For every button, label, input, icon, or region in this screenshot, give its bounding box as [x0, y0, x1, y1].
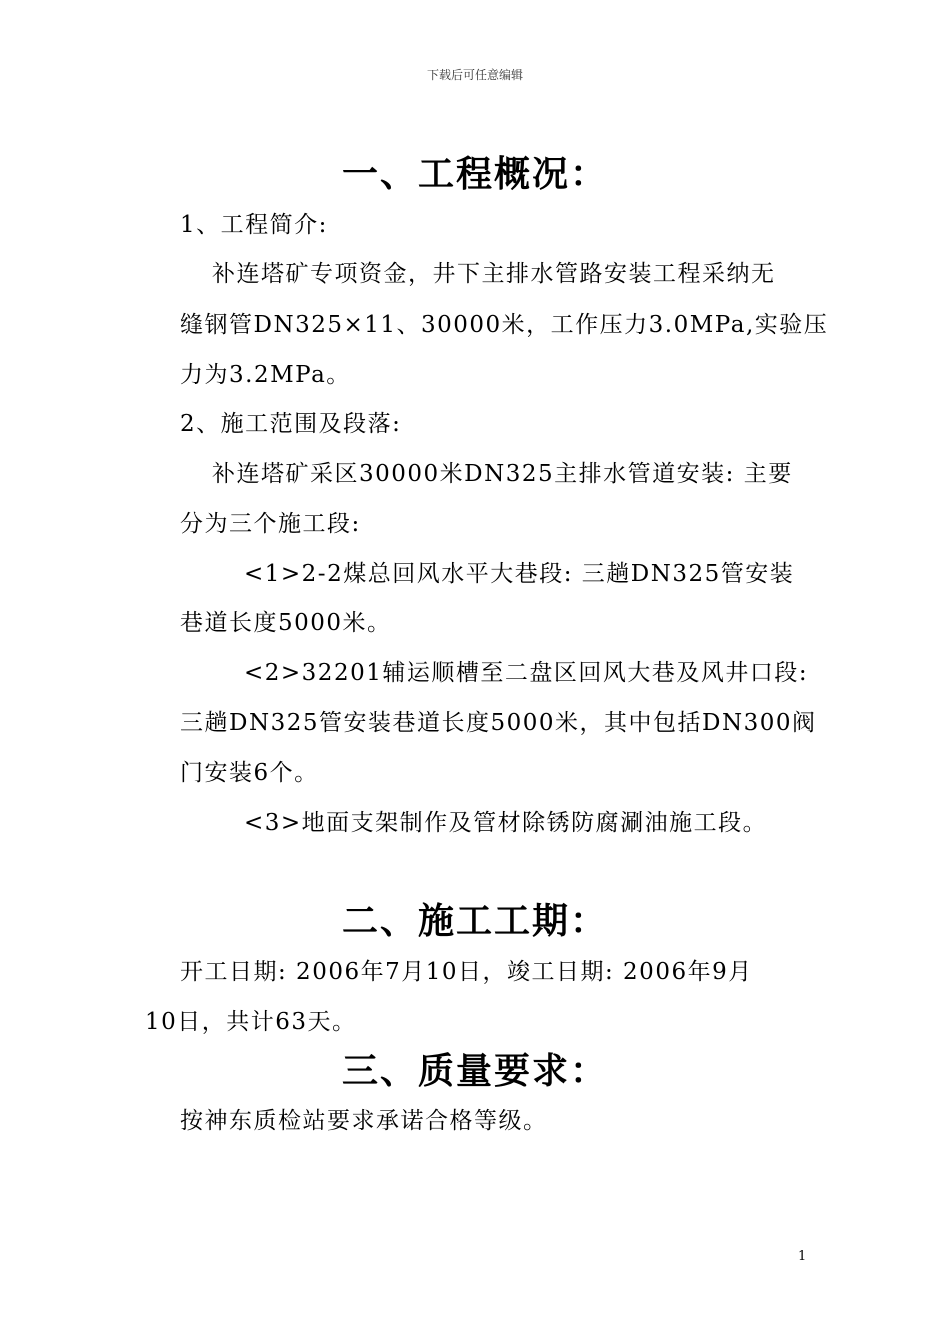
- section-title-quality: 三、质量要求：: [341, 1051, 608, 1092]
- list-item-line: 门安装6个。: [180, 760, 319, 786]
- list-item-line: <2>32201辅运顺槽至二盘区回风大巷及风井口段:: [244, 660, 809, 686]
- page-header: 下载后可任意编辑: [426, 68, 523, 82]
- paragraph-line: 补连塔矿专项资金，井下主排水管路安装工程采纳无: [212, 261, 776, 287]
- paragraph-line: 力为3.2MPa。: [180, 362, 351, 388]
- list-item-line: 三趟DN325管安装巷道长度5000米，其中包括DN300阀: [180, 710, 817, 736]
- subheading-project-intro: 1、工程简介:: [180, 212, 328, 238]
- paragraph-line: 缝钢管DN325×11、30000米，工作压力3.0MPa,实验压: [180, 312, 829, 338]
- list-item-line: <1>2-2煤总回风水平大巷段: 三趟DN325管安装: [244, 561, 795, 587]
- paragraph-line: 开工日期: 2006年7月10日，竣工日期: 2006年9月: [180, 959, 753, 985]
- subheading-scope: 2、施工范围及段落:: [180, 411, 402, 437]
- section-title-overview: 一、工程概况：: [341, 154, 608, 195]
- list-item-line: <3>地面支架制作及管材除锈防腐涮油施工段。: [244, 810, 768, 836]
- paragraph-line: 分为三个施工段:: [180, 511, 361, 537]
- paragraph-line: 10日，共计63天。: [145, 1009, 357, 1035]
- section-title-schedule: 二、施工工期：: [341, 901, 608, 942]
- paragraph-line: 按神东质检站要求承诺合格等级。: [180, 1108, 548, 1134]
- paragraph-line: 补连塔矿采区30000米DN325主排水管道安装: 主要: [212, 461, 793, 487]
- page-number: 1: [798, 1249, 807, 1264]
- list-item-line: 巷道长度5000米。: [180, 610, 392, 636]
